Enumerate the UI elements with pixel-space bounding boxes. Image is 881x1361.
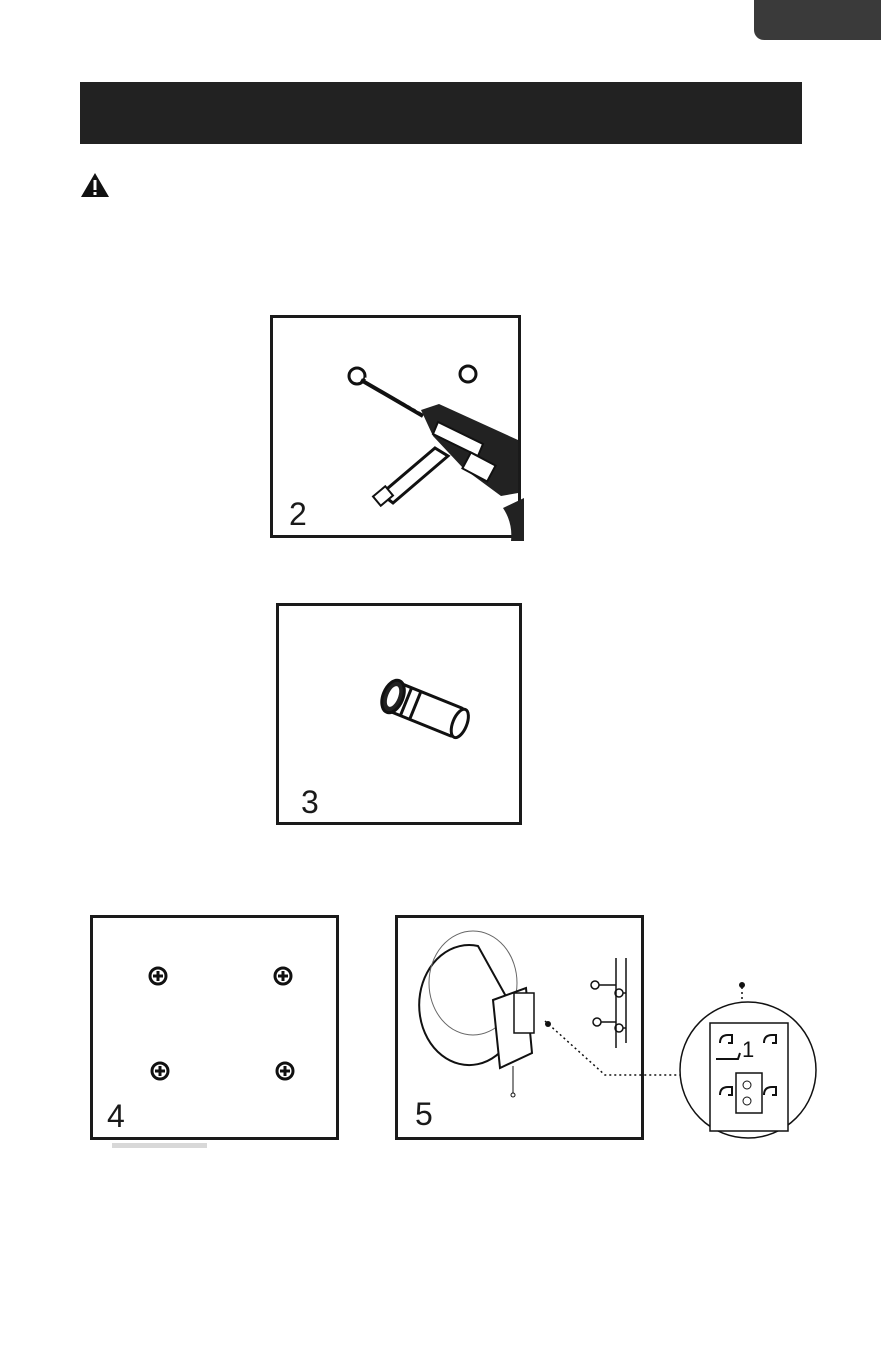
screws-illustration (93, 918, 342, 1143)
mounting-illustration (398, 918, 647, 1143)
warning-triangle-icon (80, 172, 110, 198)
screw-icon (150, 968, 293, 1079)
underline-bar (112, 1143, 207, 1148)
page-tab (754, 0, 881, 40)
step-2-drill-panel (270, 315, 521, 538)
step-number: 2 (289, 496, 307, 532)
section-banner (80, 82, 802, 144)
bracket-detail-callout (678, 985, 818, 1140)
step-number: 5 (415, 1096, 433, 1132)
step-3-anchor-panel (276, 603, 522, 825)
drill-illustration (273, 318, 524, 541)
step-5-mount-panel (395, 915, 644, 1140)
step-number: 3 (301, 784, 319, 820)
detail-label: 1 (742, 1037, 755, 1062)
step-4-screws-panel (90, 915, 339, 1140)
step-number: 4 (107, 1098, 125, 1134)
